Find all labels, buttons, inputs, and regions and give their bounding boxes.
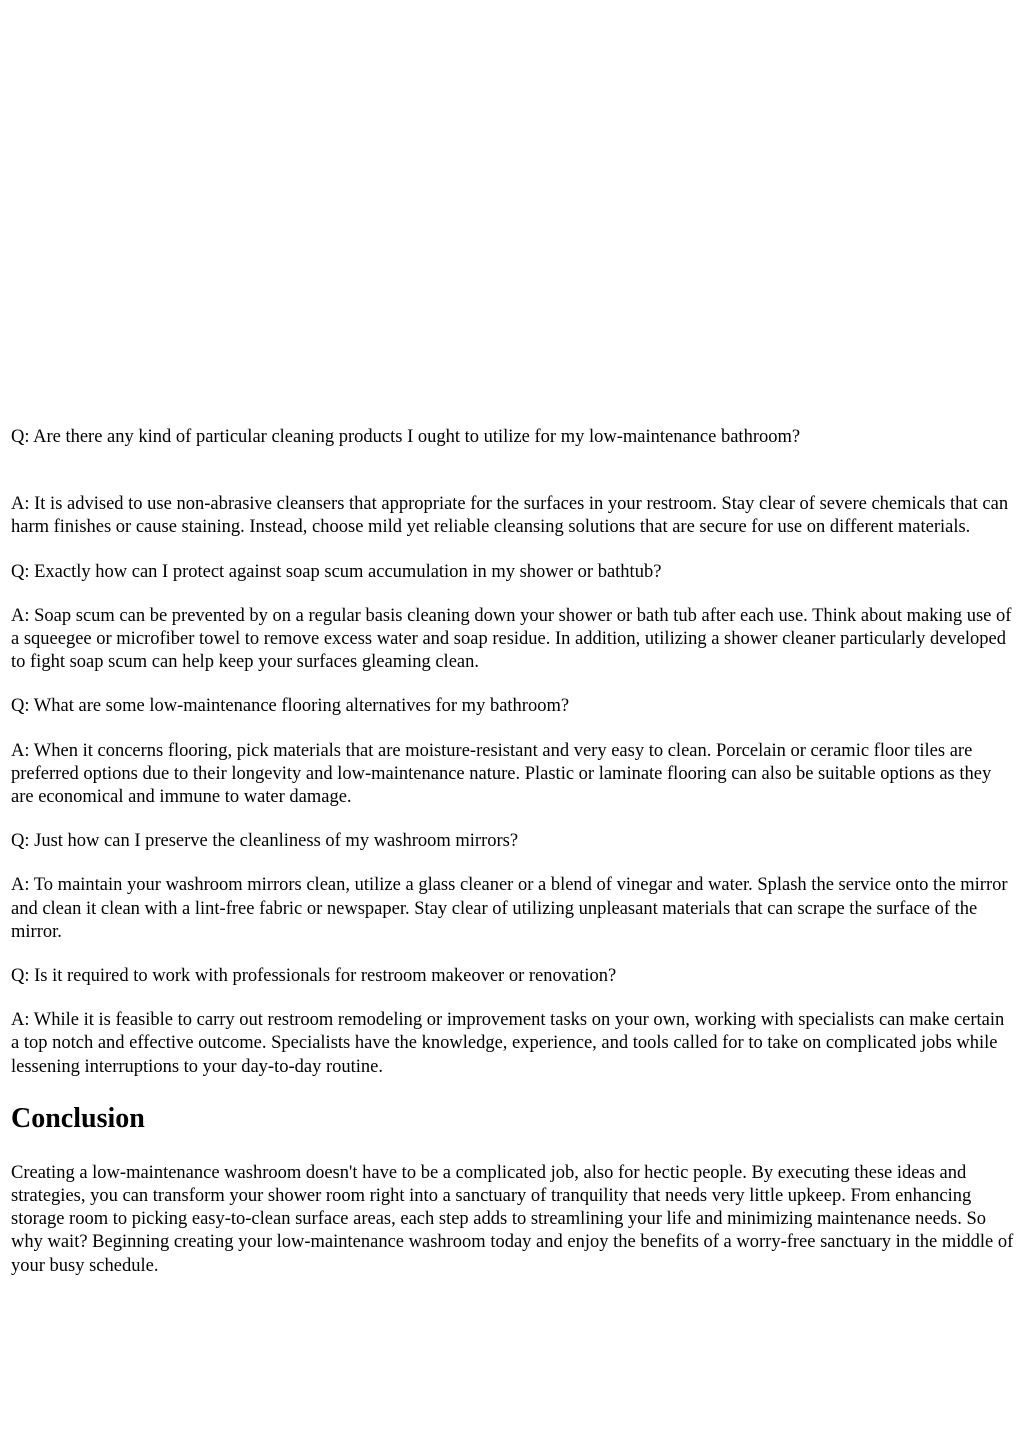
faq-answer: A: To maintain your washroom mirrors clean, utilize a glass cleaner or a blend of vinegar and water. Splash the service onto the mirror and clean it clean with a lint-free fabric or newspaper. Stay clear of utilizing unpleasant materials that can scrape the surface of the mirror.: [11, 875, 1008, 942]
faq-question: Q: What are some low-maintenance flooring alternatives for my bathroom?: [11, 696, 570, 717]
faq-answer: A: It is advised to use non-abrasive cleansers that appropriate for the surfaces in your restroom. Stay clear of severe chemicals that can harm finishes or cause staining. Instead, choose mild yet reliable cleansing solutions that are secure for use on different materials.: [11, 494, 1009, 538]
faq-question: Q: Just how can I preserve the cleanliness of my washroom mirrors?: [11, 831, 519, 852]
conclusion-heading: Conclusion: [11, 1102, 145, 1134]
faq-question: Q: Is it required to work with professionals for restroom makeover or renovation?: [11, 966, 617, 987]
conclusion-paragraph: Creating a low-maintenance washroom doesn't have to be a complicated job, also for hectic people. By executing these ideas and strategies, you can transform your shower room right into a sanctuary of tranquility that needs very little upkeep. From enhancing storage room to picking easy-to-clean surface areas, each step adds to streamlining your life and minimizing maintenance needs. So why wait? Beginning creating your low-maintenance washroom today and enjoy the benefits of a worry-free sanctuary in the middle of your busy schedule.: [11, 1162, 1014, 1276]
faq-answer: A: Soap scum can be prevented by on a regular basis cleaning down your shower or bath tub after each use. Think about making use of a squeegee or microfiber towel to remove excess water and soap residue. In addition, utilizing a shower cleaner particularly developed to fight soap scum can help keep your surfaces gleaming clean.: [11, 605, 1012, 673]
faq-answer: A: While it is feasible to carry out restroom remodeling or improvement tasks on your own, working with specialists can make certain a top notch and effective outcome. Specialists have the knowledge, experience, and tools called for to take on complicated jobs while lessening interruptions to your day-to-day routine.: [11, 1010, 1005, 1077]
article-content: [11, 426, 1016, 1278]
faq-answer: A: When it concerns flooring, pick materials that are moisture-resistant and very easy to clean. Porcelain or ceramic floor tiles are preferred options due to their longevity and low-maintenance nature. Plastic or laminate flooring can also be suitable options as they are economical and immune to water damage.: [11, 740, 992, 808]
faq-question: Q: Are there any kind of particular cleaning products I ought to utilize for my low-maintenance bathroom?: [11, 427, 801, 447]
faq-question: Q: Exactly how can I protect against soap scum accumulation in my shower or bathtub?: [11, 561, 662, 582]
